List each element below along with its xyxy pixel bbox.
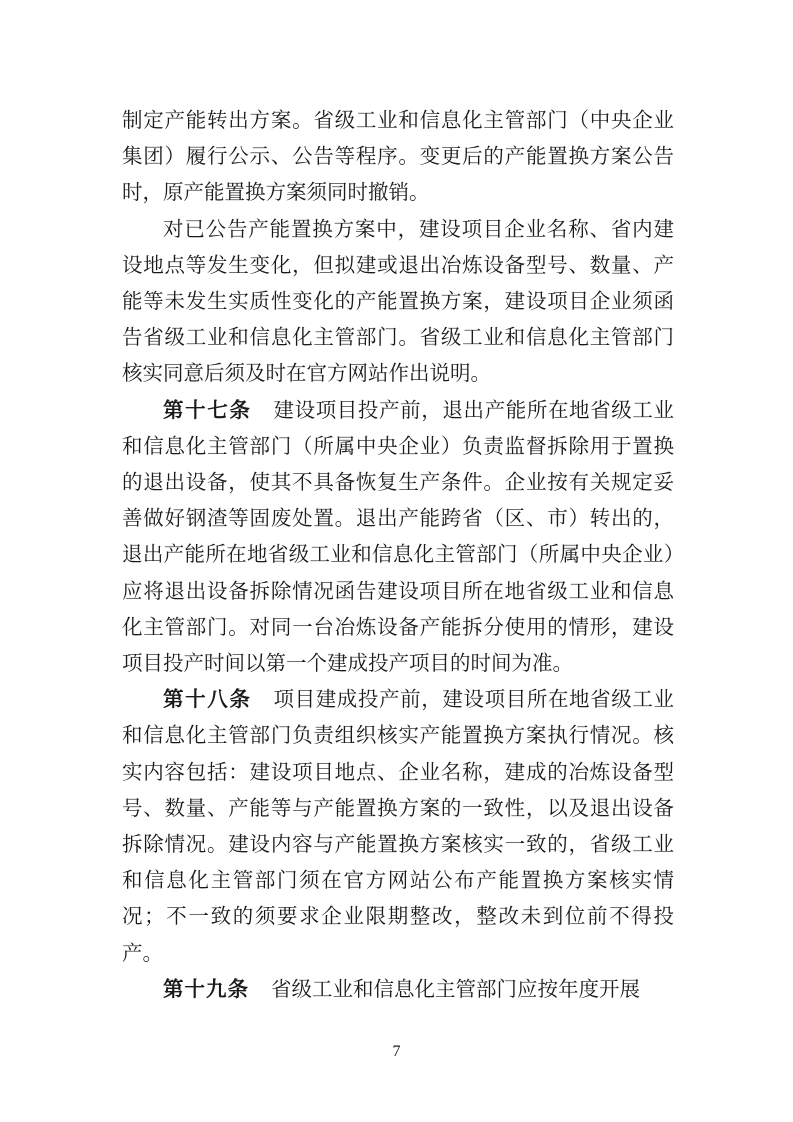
article-number: 第十九条 <box>163 976 249 1001</box>
page-number: 7 <box>392 1043 401 1060</box>
article-number: 第十八条 <box>163 687 252 712</box>
paragraph-amendment-note <box>122 211 674 392</box>
paragraph-text: 项目建成投产前，建设项目所在地省级工业和信息化主管部门负责组织核实产能置换方案执行情况。核实内容包括：建设项目地点、企业名称，建成的冶炼设备型号、数量、产能等与产能置换方案的一致性，以及退出设备拆除情况。建设内容与产能置换方案核实一致的，省级工业和信息化主管部门须在官方网站公布产能置换方案核实情况；不一致的须要求企业限期整改，整改未到位前不得投产。 <box>122 687 675 965</box>
paragraph-article-19 <box>122 971 674 1007</box>
paragraph-text: 制定产能转出方案。省级工业和信息化主管部门（中央企业集团）履行公示、公告等程序。变更后的产能置换方案公告时，原产能置换方案须同时撤销。 <box>122 108 674 205</box>
paragraph-text: 省级工业和信息化主管部门应按年度开展 <box>271 976 640 1001</box>
paragraph-article-18 <box>122 681 674 971</box>
paragraph-article-17 <box>122 392 674 682</box>
paragraph-text: 对已公告产能置换方案中，建设项目企业名称、省内建设地点等发生变化，但拟建或退出冶炼设备型号、数量、产能等未发生实质性变化的产能置换方案，建设项目企业须函告省级工业和信息化主管部门。省级工业和信息化主管部门核实同意后须及时在官方网站作出说明。 <box>122 216 674 386</box>
document-body <box>122 102 674 1007</box>
paragraph-text: 建设项目投产前，退出产能所在地省级工业和信息化主管部门（所属中央企业）负责监督拆除用于置换的退出设备，使其不具备恢复生产条件。企业按有关规定妥善做好钢渣等固废处置。退出产能跨省（区、市）转出的，退出产能所在地省级工业和信息化主管部门（所属中央企业）应将退出设备拆除情况函告建设项目所在地省级工业和信息化主管部门。对同一台冶炼设备产能拆分使用的情形，建设项目投产时间以第一个建成投产项目的时间为准。 <box>122 397 675 676</box>
paragraph-continuation <box>122 102 674 211</box>
article-number: 第十七条 <box>163 397 252 422</box>
